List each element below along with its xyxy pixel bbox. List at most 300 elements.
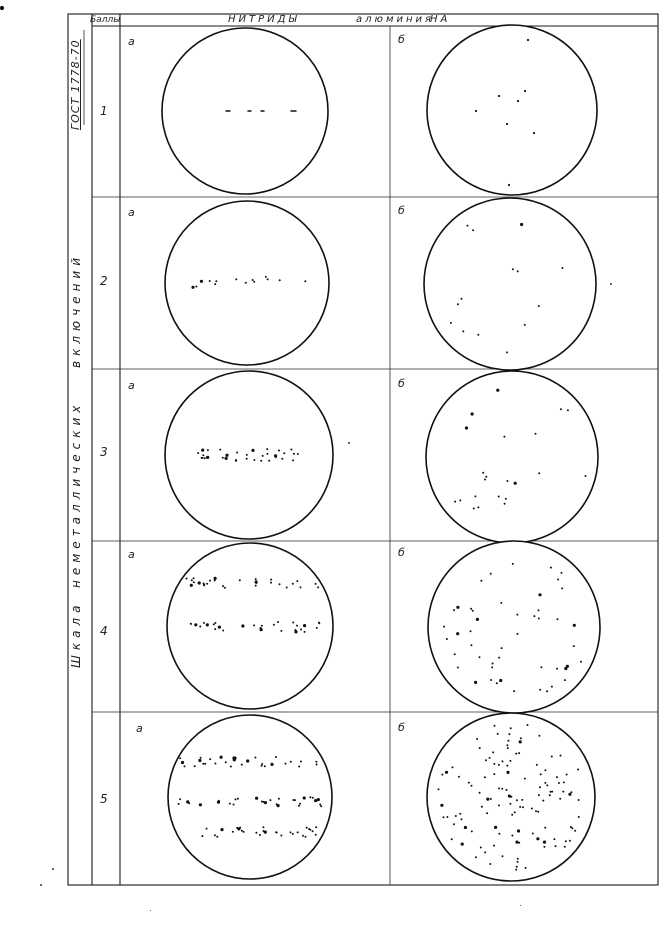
inclusion-dot <box>471 785 473 787</box>
inclusion-dot <box>459 499 461 501</box>
inclusion-dot <box>235 460 237 462</box>
inclusion-dot <box>220 756 223 759</box>
inclusion-dot <box>264 801 267 804</box>
inclusion-dot <box>262 455 264 457</box>
inclusion-dot <box>476 738 478 740</box>
inclusion-dot <box>551 686 553 688</box>
inclusion-dot <box>201 449 204 452</box>
inclusion-dot <box>202 454 204 456</box>
inclusion-dot <box>300 586 302 588</box>
inclusion-dot <box>445 771 448 774</box>
inclusion-dot <box>318 622 320 624</box>
inclusion-dot <box>481 806 483 808</box>
inclusion-dot <box>509 760 511 762</box>
inclusion-dot <box>471 412 474 415</box>
inclusion-dot <box>267 278 269 280</box>
inclusion-dot <box>181 761 184 764</box>
inclusion-dot <box>573 624 576 627</box>
row-1-label-b: б <box>398 33 405 46</box>
row-2-label-a: а <box>128 206 135 219</box>
inclusion-dot <box>514 482 517 485</box>
inclusion-dot <box>517 270 519 272</box>
inclusion-dot <box>470 630 472 632</box>
inclusion-dot <box>455 815 457 817</box>
inclusion-dot <box>498 657 500 659</box>
inclusion-dot <box>203 622 205 624</box>
inclusion-dot <box>297 453 299 455</box>
scan-speck <box>520 905 521 906</box>
inclusion-dot <box>246 759 249 762</box>
inclusion-dot <box>538 735 540 737</box>
inclusion-dot <box>440 804 443 807</box>
inclusion-dot <box>255 582 257 584</box>
inclusion-dot <box>498 95 500 97</box>
micrograph-field <box>165 371 333 539</box>
inclusion-dot <box>516 799 518 801</box>
inclusion-dot <box>461 298 463 300</box>
inclusion-dot <box>574 830 576 832</box>
inclusion-dot <box>268 460 270 462</box>
inclusion-dot <box>239 827 241 829</box>
score-column-header: Баллы <box>90 15 121 25</box>
inclusion-dot <box>459 813 461 815</box>
inclusion-dot <box>475 110 477 112</box>
inclusion-dot <box>470 608 472 610</box>
inclusion-dot <box>312 830 314 832</box>
row-4-label-b: б <box>398 546 405 559</box>
inclusion-dot <box>504 503 506 505</box>
inclusion-dot <box>492 751 494 753</box>
micrograph-field <box>165 201 329 365</box>
inclusion-dot <box>472 610 474 612</box>
inclusion-dot <box>475 856 477 858</box>
inclusion-dot <box>179 757 181 759</box>
inclusion-dot <box>564 846 566 848</box>
inclusion-dot <box>320 805 322 807</box>
inclusion-dot <box>453 823 455 825</box>
inclusion-dot <box>236 452 238 454</box>
inclusion-dot <box>266 453 268 455</box>
inclusion-dot <box>485 759 487 761</box>
row-1-label-a: а <box>128 35 135 48</box>
inclusion-dot <box>218 626 221 629</box>
inclusion-dot <box>290 761 292 763</box>
inclusion-dot <box>315 761 317 763</box>
inclusion-dot <box>564 679 566 681</box>
inclusion-dot <box>461 843 464 846</box>
inclusion-dot <box>195 286 197 288</box>
inclusion-dot <box>516 633 518 635</box>
inclusion-dot <box>479 656 481 658</box>
inclusion-dot <box>467 225 469 227</box>
inclusion-dot <box>262 826 264 828</box>
header-title-nitrides: НИТРИДЫ <box>228 14 300 25</box>
inclusion-dot <box>473 507 475 509</box>
scan-speck <box>0 6 4 10</box>
inclusion-dot <box>542 800 544 802</box>
inclusion-dot <box>246 454 248 456</box>
inclusion-dot <box>479 747 481 749</box>
inclusion-dot <box>222 630 224 632</box>
inclusion-dot <box>491 666 493 668</box>
inclusion-dot <box>457 303 459 305</box>
inclusion-dot <box>501 788 503 790</box>
inclusion-dot <box>204 763 206 765</box>
inclusion-dot <box>209 580 211 582</box>
inclusion-dot <box>506 765 508 767</box>
inclusion-dot <box>277 804 280 807</box>
inclusion-dot <box>476 618 479 621</box>
inclusion-dot <box>535 810 537 812</box>
inclusion-dot <box>190 584 193 587</box>
inclusion-dot <box>493 763 495 765</box>
inclusion-dot <box>498 764 500 766</box>
inclusion-dot <box>562 791 564 793</box>
inclusion-dot <box>451 838 453 840</box>
inclusion-dot <box>225 457 228 460</box>
inclusion-dot <box>255 585 257 587</box>
inclusion-dot <box>300 761 302 763</box>
inclusion-dot <box>499 679 502 682</box>
inclusion-dot <box>506 789 508 791</box>
inclusion-dot <box>457 667 459 669</box>
inclusion-dot <box>443 626 445 628</box>
inclusion-dot <box>513 690 515 692</box>
inclusion-dot <box>465 426 468 429</box>
inclusion-dot <box>493 773 495 775</box>
inclusion-dot <box>502 760 504 762</box>
scan-speck <box>52 868 54 870</box>
micrograph-field <box>167 543 333 709</box>
scale-word-3: включений <box>69 252 83 368</box>
inclusion-dot <box>219 449 221 451</box>
scan-speck <box>348 442 350 444</box>
inclusion-dot <box>261 765 263 767</box>
inclusion-dot <box>480 580 482 582</box>
inclusion-dot <box>191 579 193 581</box>
inclusion-dot <box>202 763 204 765</box>
inclusion-dot <box>508 733 510 735</box>
inclusion-dot <box>472 229 474 231</box>
row-3-label-a: а <box>128 379 135 392</box>
inclusion-dot <box>501 647 503 649</box>
inclusion-dot <box>546 784 548 786</box>
inclusion-dot <box>461 818 463 820</box>
inclusion-dot <box>553 838 555 840</box>
inclusion-dot <box>538 609 540 611</box>
inclusion-dot <box>207 449 209 451</box>
inclusion-dot <box>536 764 538 766</box>
inclusion-dot <box>198 581 201 584</box>
inclusion-dot <box>283 452 285 454</box>
inclusion-dot <box>184 765 186 767</box>
inclusion-dot <box>561 572 563 574</box>
inclusion-dot <box>506 480 508 482</box>
inclusion-dot <box>490 798 492 800</box>
inclusion-dot <box>557 579 559 581</box>
inclusion-dot <box>520 223 523 226</box>
inclusion-dot <box>279 279 281 281</box>
inclusion-dot <box>255 832 257 834</box>
row-5-label-b: б <box>398 721 405 734</box>
inclusion-dot <box>214 834 216 836</box>
inclusion-dot <box>511 814 513 816</box>
inclusion-dot <box>578 799 580 801</box>
inclusion-dot <box>438 788 440 790</box>
inclusion-dot <box>462 330 464 332</box>
inclusion-dot <box>550 567 552 569</box>
inclusion-dot <box>524 778 526 780</box>
inclusion-dot <box>496 682 498 684</box>
inclusion-dot <box>297 831 299 833</box>
inclusion-dot <box>498 496 500 498</box>
inclusion-dot <box>500 602 502 604</box>
inclusion-dot <box>254 757 256 759</box>
inclusion-dot <box>492 663 494 665</box>
inclusion-dot <box>517 829 520 832</box>
inclusion-dot <box>292 622 294 624</box>
inclusion-dot <box>199 803 202 806</box>
inclusion-dot <box>585 475 587 477</box>
inclusion-dot <box>316 627 318 629</box>
inclusion-dot <box>194 623 197 626</box>
inclusion-dot <box>521 799 523 801</box>
inclusion-dot <box>215 280 217 282</box>
inclusion-dot <box>533 615 535 617</box>
inclusion-dot <box>200 757 202 759</box>
inclusion-dot <box>479 792 481 794</box>
inclusion-dot <box>278 450 280 452</box>
inclusion-dot <box>494 725 496 727</box>
inclusion-dot <box>275 756 277 758</box>
inclusion-dot <box>577 769 579 771</box>
inclusion-dot <box>538 618 540 620</box>
inclusion-dot <box>230 766 232 768</box>
inclusion-dot <box>490 679 492 681</box>
inclusion-dot <box>538 305 540 307</box>
inclusion-dot <box>464 826 467 829</box>
inclusion-dot <box>246 458 248 460</box>
inclusion-dot <box>571 827 573 829</box>
inclusion-dot <box>209 280 211 282</box>
inclusion-dot <box>190 623 192 625</box>
inclusion-dot <box>474 681 477 684</box>
inclusion-dot <box>505 498 507 500</box>
inclusion-dot <box>468 782 470 784</box>
inclusion-dot <box>314 799 317 802</box>
inclusion-dot <box>193 581 195 583</box>
inclusion-dot <box>441 774 443 776</box>
inclusion-dot <box>544 827 546 829</box>
inclusion-dot <box>524 324 526 326</box>
inclusion-dot <box>255 578 257 580</box>
inclusion-dot <box>260 628 263 631</box>
inclusion-dot <box>241 624 244 627</box>
inclusion-dot <box>511 835 513 837</box>
header-title-aluminium: алюминия <box>356 14 435 25</box>
inclusion-dot <box>506 351 508 353</box>
inclusion-dot <box>216 836 218 838</box>
inclusion-dot <box>507 740 509 742</box>
inclusion-dot <box>516 614 518 616</box>
inclusion-dot <box>538 794 540 796</box>
inclusion-dot <box>470 644 472 646</box>
inclusion-dot <box>498 787 500 789</box>
score-4: 4 <box>100 624 108 638</box>
inclusion-dot <box>484 479 486 481</box>
inclusion-dot <box>213 623 215 625</box>
inclusion-dot <box>543 846 545 848</box>
scan-speck <box>610 283 612 285</box>
inclusion-dot <box>296 625 298 627</box>
inclusion-dot <box>203 584 205 586</box>
inclusion-dot <box>544 782 546 784</box>
inclusion-dot <box>309 796 311 798</box>
inclusion-dot <box>563 781 565 783</box>
inclusion-dot <box>235 798 237 800</box>
row-5-label-a: а <box>136 722 143 735</box>
inclusion-dot <box>522 806 524 808</box>
inclusion-dot <box>259 834 261 836</box>
inclusion-dot <box>567 409 569 411</box>
inclusion-dot <box>514 811 516 813</box>
inclusion-dot <box>316 764 318 766</box>
inclusion-dot <box>300 629 302 631</box>
inclusion-dot <box>493 845 495 847</box>
inclusion-dot <box>179 798 181 800</box>
header-title-na: НА <box>430 14 451 25</box>
micrograph-field <box>168 715 332 879</box>
inclusion-dot <box>507 747 509 749</box>
inclusion-dot <box>538 593 541 596</box>
inclusion-dot <box>241 830 243 832</box>
inclusion-dot <box>193 577 195 579</box>
inclusion-dot <box>315 583 317 585</box>
inclusion-dot <box>551 756 553 758</box>
inclusion-dot <box>294 630 297 633</box>
inclusion-dot <box>286 587 288 589</box>
inclusion-dot <box>450 322 452 324</box>
inclusion-dot <box>201 457 203 459</box>
inclusion-dot <box>204 457 206 459</box>
inclusion-dot <box>224 587 226 589</box>
inclusion-dot <box>578 816 580 818</box>
inclusion-dot <box>515 841 518 844</box>
micrograph-field <box>424 198 596 370</box>
inclusion-dot <box>315 834 317 836</box>
inclusion-dot <box>533 132 535 134</box>
inclusion-dot <box>206 583 208 585</box>
inclusion-dot <box>280 630 282 632</box>
inclusion-dot <box>456 632 459 635</box>
inclusion-dot <box>486 812 488 814</box>
inclusion-dot <box>260 460 262 462</box>
inclusion-dot <box>480 847 482 849</box>
inclusion-dot <box>233 804 235 806</box>
score-5: 5 <box>100 792 108 806</box>
inclusion-dot <box>262 801 264 803</box>
inclusion-dot <box>270 579 272 581</box>
inclusion-dot <box>560 408 562 410</box>
score-1: 1 <box>100 104 108 118</box>
inclusion-dot <box>509 803 511 805</box>
inclusion-dot <box>270 582 272 584</box>
inclusion-dot <box>201 835 203 837</box>
inclusion-dot <box>243 831 245 833</box>
inclusion-dot <box>556 668 558 670</box>
inclusion-dot <box>281 458 283 460</box>
inclusion-dot <box>280 835 282 837</box>
inclusion-dot <box>456 606 459 609</box>
inclusion-dot <box>559 798 561 800</box>
inclusion-dot <box>206 828 208 830</box>
inclusion-dot <box>519 740 522 743</box>
inclusion-dot <box>502 855 504 857</box>
micrograph-field <box>426 371 598 543</box>
inclusion-dot <box>446 638 448 640</box>
inclusion-dot <box>570 791 572 793</box>
inclusion-dot <box>458 776 460 778</box>
inclusion-dot <box>270 763 273 766</box>
inclusion-dot <box>222 585 224 587</box>
inclusion-dot <box>255 797 258 800</box>
inclusion-dot <box>188 802 190 804</box>
inclusion-dot <box>544 769 546 771</box>
inclusion-dot <box>232 756 235 759</box>
inclusion-dot <box>490 573 492 575</box>
inclusion-dot <box>482 472 484 474</box>
inclusion-dot <box>303 796 306 799</box>
inclusion-dot <box>546 690 548 692</box>
inclusion-dot <box>317 586 319 588</box>
inclusion-dot <box>298 805 300 807</box>
inclusion-dot <box>306 827 308 829</box>
inclusion-dot <box>237 798 239 800</box>
score-3: 3 <box>100 445 108 459</box>
inclusion-dot <box>245 282 247 284</box>
inclusion-dot <box>194 765 196 767</box>
inclusion-dot <box>496 389 499 392</box>
inclusion-dot <box>489 863 491 865</box>
inclusion-dot <box>220 828 223 831</box>
inclusion-dot <box>178 803 180 805</box>
inclusion-dot <box>517 861 519 863</box>
inclusion-dot <box>557 618 559 620</box>
inclusion-dot <box>549 794 551 796</box>
inclusion-dot <box>454 501 456 503</box>
inclusion-dot <box>279 583 281 585</box>
inclusion-dot <box>556 776 558 778</box>
inclusion-dot <box>536 837 539 840</box>
inclusion-dot <box>558 782 560 784</box>
inclusion-dot <box>517 100 519 102</box>
inclusion-dot <box>292 459 294 461</box>
inclusion-dot <box>304 280 306 282</box>
inclusion-dot <box>498 804 500 806</box>
inclusion-dot <box>265 276 267 278</box>
inclusion-dot <box>319 804 321 806</box>
inclusion-dot <box>261 625 263 627</box>
inclusion-dot <box>446 816 448 818</box>
inclusion-dot <box>508 795 511 798</box>
inclusion-dot <box>565 840 567 842</box>
inclusion-dot <box>540 773 542 775</box>
inclusion-dot <box>454 653 456 655</box>
inclusion-dot <box>303 624 306 627</box>
inclusion-dot <box>269 799 271 801</box>
inclusion-dot <box>214 577 217 580</box>
inclusion-dot <box>486 798 489 801</box>
